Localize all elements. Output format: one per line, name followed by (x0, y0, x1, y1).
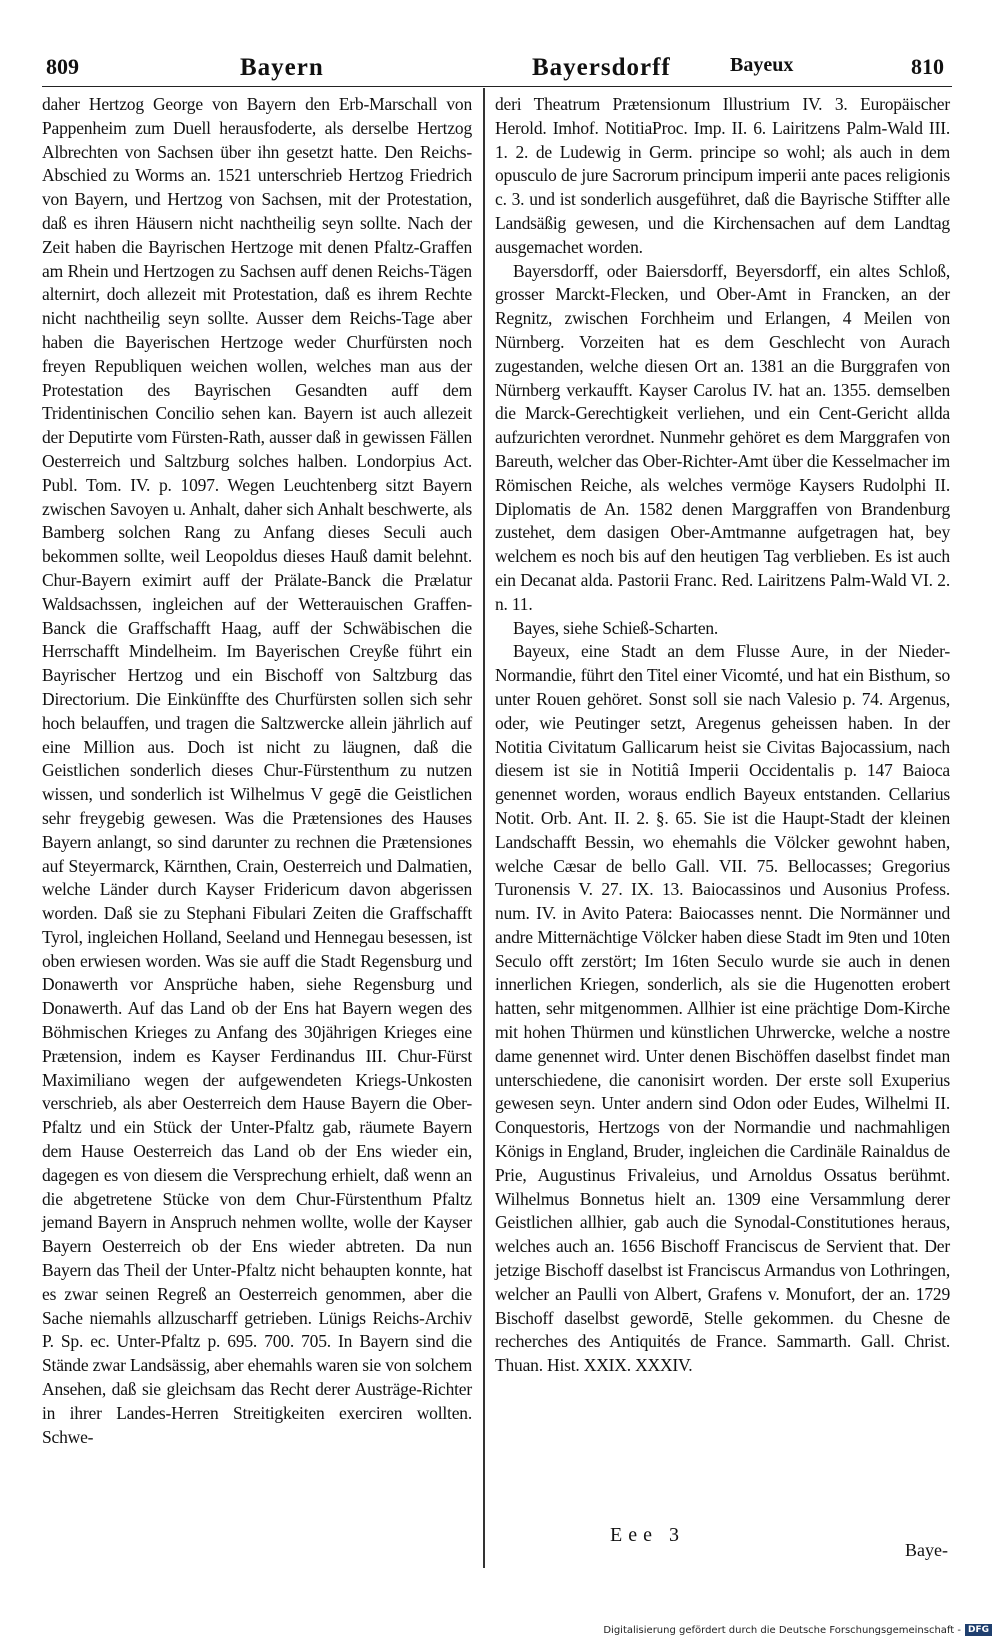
entry-bayes: Bayes, siehe Schieß-Scharten. (513, 617, 719, 638)
header-rule (42, 86, 952, 87)
entry-bayeux: Bayeux, eine Stadt an dem Flusse Aure, in der Nieder-Normandie, führt den Titel einer Vicomté, und hat ein Bisthum, so unter Rouen gehöret. Sonst soll sie nach Valesio p. 74. Argenus, oder, wie Peutinger setzt, Aregenus geheissen haben. In der Notitia Civitatum Gallicarum heist sie Civitas Bajocassium, nach diesem ist sie in Notitiâ Imperii Occidentalis p. 147 Baioca genennet worden, woraus endlich Bayeux entstanden. Cellarius Notit. Orb. Ant. II. 2. §. 65. Sie ist die Haupt-Stadt der kleinen Landschafft Bessin, wo ehemahls die Völcker gewohnt haben, welche Cæsar de bello Gall. VII. 75. Bellocasses; Gregorius Turonensis V. 27. IX. 13. Baiocassinos und Ausonius Profess. num. IV. in Avito Patera: Baiocasses nennt. Die Normänner und andre Mitternächtige Völcker haben diese Stadt im 9ten und 10ten Seculo offt zerstört; Im 16ten Seculo wurde sie auch in denen innerlichen Kriegen, sonderlich, als sie die Hugenotten erobert hatten, sehr mitgenommen. Allhier ist eine prächtige Dom-Kirche mit hohen Thürmen und künstlichen Uhrwercke, welche a nostre dame genennet wird. Unter denen Bischöffen daselbst findet man unterschiedene, die canonisirt worden. Der erste soll Exuperius gewesen seyn. Unter andern sind Odon oder Eudes, Wilhelmi II. Conquestoris, Hertzogs von der Normandie und nachmahligen Königs in England, Bruder, ingleichen die Cardinäle Rainaldus de Prie, Augustinus Frivaleius, und Arnoldus Ossatus berühmt. Wilhelmus Bonnetus hielt an. 1309 eine Versammlung derer Geistlichen allhier, gab auch die Synodal-Constitutiones heraus, welches auch an. 1656 Bischoff Franciscus de Servient that. Der jetzige Bischoff daselbst ist Franciscus Armandus von Lothringen, welcher an Paulli von Albert, Grafens v. Monufort, der an. 1729 Bischoff daselbst gewordē, Stelle gekommen. du Chesne de recherches des Antiquités de France. Sammarth. Gall. Christ. Thuan. Hist. XXIX. XXXIV. (495, 641, 950, 1376)
footer-text: Digitalisierung gefördert durch die Deutsche Forschungsgemeinschaft - (603, 1624, 961, 1636)
catchword: Baye- (905, 1540, 948, 1560)
column-title-left: Bayern (240, 54, 324, 81)
running-header (40, 50, 950, 82)
signature-mark: Eee 3 (610, 1524, 685, 1546)
column-title-right-2: Bayeux (730, 54, 794, 76)
paragraph: daher Hertzog George von Bayern den Erb-Marschall von Pappenheim zum Duell herausfoderte, als derselbe Hertzog Albrechten von Sachsen über ihn gesetzt hatte. Den Reichs-Abschied zu Worms an. 1521 unterschrieb Hertzog Friedrich von Bayern, und Hertzog von Sachsen, mit der Protestation, daß es ihren Häusern nicht nachtheilig seyn sollte. Nach der Zeit haben die Bayrischen Hertzoge mit denen Pfaltz-Graffen am Rhein und Hertzogen zu Sachsen auff denen Reichs-Tägen alternirt, doch allezeit mit Protestation, daß es ihrem Rechte nicht nachtheilig seyn sollte. Ausser dem Reichs-Tage aber haben die Bayerischen Hertzoge weder Churfürsten noch freyen Republiquen weichen wollen, welches man aus der Protestation des Bayrischen Gesandten auff dem Tridentinischen Concilio sehen kan. Bayern ist auch allezeit der Deputirte vom Fürsten-Rath, ausser daß in gewissen Fällen Oesterreich und Saltzburg solches halben. Londorpius Act. Publ. Tom. IV. p. 1097. Wegen Leuchtenberg sitzt Bayern zwischen Savoyen u. Anhalt, daher sich Anhalt beschwerte, als Bamberg solchen Rang zu Anfang dieses Seculi auch bekommen sollte, weil Leopoldus dieses Hauß damit belehnt. Chur-Bayern eximirt auff der Prälate-Banck die Prælatur Waldsachssen, ingleichen auf der Wetterauischen Graffen-Banck die Graffschafft Haag, auff der Schwäbischen die Herrschafft Mindelheim. Im Bayerischen Creyße führt ein Bayrischer Hertzog und ein Bischoff von Saltzburg das Directorium. Die Einkünffte des Churfürsten sollen sich sehr hoch belauffen, und tragen die Saltzwercke allein jährlich auf eine Million aus. Doch ist nicht zu läugnen, daß die Geistlichen sonderlich dieses Chur-Fürstenthum zu nutzen wissen, und sonderlich ist Wilhelmus V gegē die Geistlichen sehr freygebig gewesen. Was die Prætensiones des Hauses Bayern anlangt, so sind darunter zu rechnen die Prætensiones auf Steyermarck, Kärnthen, Crain, Oesterreich und Dalmatien, welche Länder durch Kayser Fridericum davon abgerissen worden. Daß sie zu Stephani Fibulari Zeiten die Graffschafft Tyrol, ingleichen Holland, Seeland und Hennegau besessen, ist oben erwiesen worden. Was sie auff die Stadt Regensburg und Donawerth vor Ansprüche haben, siehe Regensburg und Donawerth. Auf das Land ob der Ens hat Bayern wegen des Böhmischen Krieges zu Anfang des 30jährigen Krieges eine Prætension, indem es Kayser Ferdinandus III. Chur-Fürst Maximiliano wegen der aufgewendeten Kriegs-Unkosten verschrieb, als aber Oesterreich dem Hause Bayern die Ober-Pfaltz und ein Stück der Unter-Pfaltz gab, räumete Bayern dem Hause Oesterreich das Land ob der Ens wieder ein, dagegen es von diesem die Versprechung erhielt, daß wenn an die abgetretene Stücke von dem Chur-Fürstenthum Pfaltz jemand Bayern in Anspruch nehmen wollte, wolle der Kayser Bayern Oesterreich ob der Ens wieder abtreten. Da nun Bayern das Theil der Unter-Pfaltz nicht behaupten konnte, hat es zwar seinen Regreß an Oesterreich genommen, aber die Sache niemahls allzuscharff getrieben. Lünigs Reichs-Archiv P. Sp. ec. Unter-Pfaltz p. 695. 700. 705. In Bayern sind die Stände zwar Landsässig, aber ehemahls waren sie von solchem Ansehen, daß sie gleichsam das Recht derer Austräge-Richter in ihrer Landes-Herren Streitigkeiten exerciren wollten. Schwe- (42, 94, 472, 1447)
right-column (495, 93, 950, 1378)
page-number-right: 810 (911, 54, 944, 79)
left-column (42, 93, 472, 1449)
entry-bayersdorff: Bayersdorff, oder Baiersdorff, Beyersdorff, ein altes Schloß, grosser Marckt-Flecken, und Ober-Amt in Francken, an der Regnitz, zwischen Forchheim und Erlangen, 4 Meilen von Nürnberg. Vorzeiten hat es dem Geschlecht von Aurach zugestanden, welche diesen Ort an. 1381 an die Burggrafen von Nürnberg verkaufft. Kayser Carolus IV. hat an. 1355. demselben die Marck-Gerechtigkeit verliehen, und ein Cent-Gericht allda aufzurichten verordnet. Nunmehr gehöret es dem Marggrafen von Bareuth, welcher das Ober-Richter-Amt über die Kesselmacher im Römischen Reiche, als welches vermöge Kaysers Rudolphi II. Diplomatis de An. 1582 denen Marggraffen von Brandenburg zustehet, dem dasigen Ober-Amtmanne aufgetragen hat, bey welchem es noch bis auf den heutigen Tag verblieben. Es ist auch ein Decanat alda. Pastorii Franc. Red. Lairitzens Palm-Wald VI. 2. n. 11. (495, 260, 950, 614)
page-number-left: 809 (46, 54, 79, 79)
column-title-right: Bayersdorff (532, 54, 671, 81)
column-divider (483, 88, 485, 1568)
dfg-logo: DFG (965, 1624, 992, 1636)
digitization-footer (603, 1624, 992, 1636)
paragraph: deri Theatrum Prætensionum Illustrium IV. 3. Europäischer Herold. Imhof. NotitiaProc. Imp. II. 6. Lairitzens Palm-Wald III. 1. 2. de Ludewig in Germ. principe so wohl; als auch in dem opusculo de jure Sacrorum principum imperii ante paces religionis c. 3. und ist sonderlich ausgeführet, daß die Bayrische Stiffter alle Landsäßig gewesen, und die Kirchensachen auf dem Landtag ausgemachet worden. (495, 94, 950, 257)
